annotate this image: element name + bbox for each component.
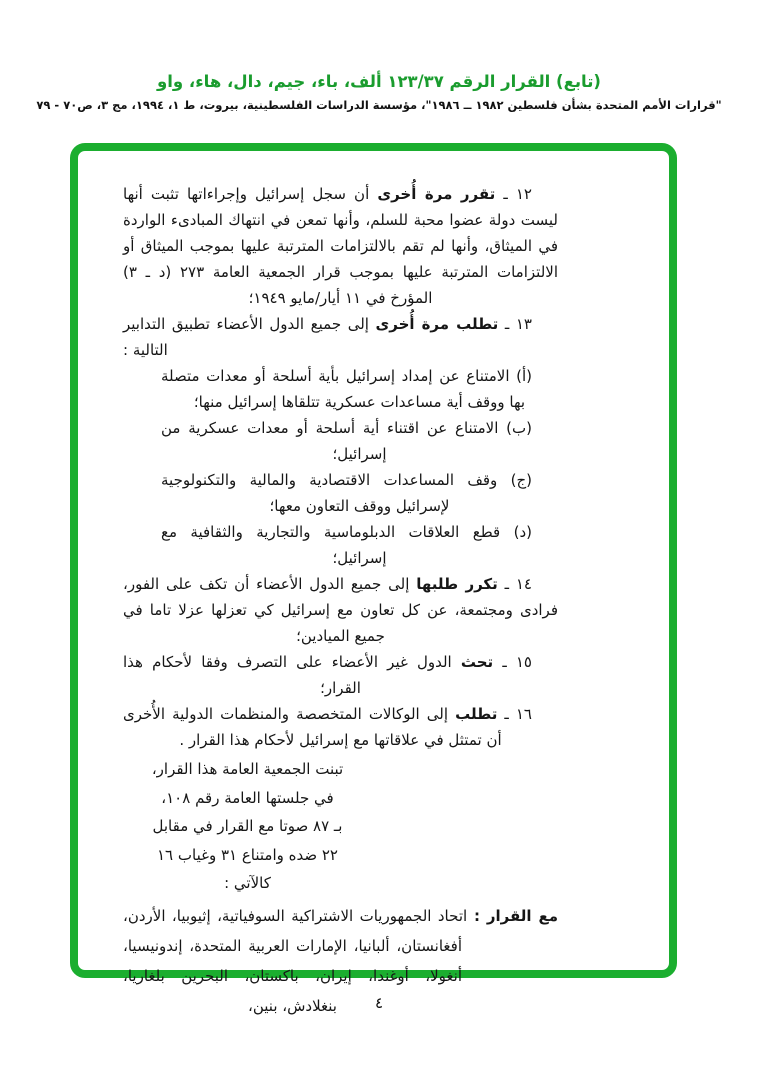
- vote-for-label: مع القرار :: [467, 906, 558, 925]
- document-body: [78, 151, 669, 1021]
- clause-14-number: ١٤ ـ: [497, 575, 532, 593]
- clause-13-number: ١٣ ـ: [498, 315, 532, 333]
- adoption-line: بـ ٨٧ صوتا مع القرار في مقابل: [152, 817, 343, 835]
- subclause-a: (أ) الامتناع عن إمداد إسرائيل بأية أسلحة أو معدات متصلة بها ووقف أية مساعدات عسكرية تتلقاها إسرائيل منها؛: [161, 367, 532, 411]
- adoption-line: ٢٢ ضده وامتناع ٣١ وغياب ١٦: [156, 845, 338, 864]
- clause-16-number: ١٦ ـ: [497, 705, 532, 723]
- clause-12-number: ١٢ ـ: [495, 185, 532, 203]
- source-citation: "قرارات الأمم المتحدة بشأن فلسطين ١٩٨٢ ــ ١٩٨٦"، مؤسسة الدراسات الفلسطينية، بيروت، ط ١، ١٩٩٤، مج ٣، ص٧٠ - ٧٩: [36, 98, 722, 112]
- clause-14-text: إلى جميع الدول الأعضاء أن تكف على الفور، فرادى ومجتمعة، عن كل تعاون مع إسرائيل كي تعزلها عزلا تاما في جميع الميادين؛: [123, 575, 558, 645]
- adoption-line: تبنت الجمعية العامة هذا القرار،: [151, 760, 344, 778]
- clause-16-text: إلى الوكالات المتخصصة والمنظمات الدولية الأُخرى أن تمتثل في علاقاتها مع إسرائيل لأحكام هذا القرار .: [123, 705, 502, 749]
- clause-15: [123, 649, 558, 701]
- clause-15-text: الدول غير الأعضاء على التصرف وفقا لأحكام هذا القرار؛: [123, 653, 461, 697]
- clause-15-keyword: تحث: [460, 653, 494, 671]
- clause-12-keyword: تقرر مرة أُخرى: [377, 185, 496, 203]
- clause-14: [123, 571, 558, 649]
- clause-12: [123, 181, 558, 311]
- clause-14-keyword: تكرر طلبها: [416, 575, 498, 593]
- page-header: [0, 72, 758, 112]
- vote-for-countries: اتحاد الجمهوريات الاشتراكية السوفياتية، إثيوبيا، الأردن، أفغانستان، ألبانيا، الإمارات العربية المتحدة، إندونيسيا، أنغولا، أوغندا، إيران، باكستان، البحرين بلغاريا، بنغلادش، بنين،: [123, 906, 468, 1015]
- page-number: ٤: [374, 994, 384, 1012]
- clause-16: [123, 701, 558, 753]
- subclause-c: (ج) وقف المساعدات الاقتصادية والمالية والتكنولوجية لإسرائيل ووقف التعاون معها؛: [161, 471, 532, 515]
- clause-12-text: أن سجل إسرائيل وإجراءاتها تثبت أنها ليست دولة عضوا محبة للسلم، وأنها تمعن في انتهاك المبادىء الواردة في الميثاق، وأنها لم تقم بالالتزامات المترتبة عليها بموجب الميثاق أو الالتزامات المترتبة عليها بموجب قرار الجمعية العامة ٢٧٣ (د ـ ٣) المؤرخ في ١١ أيار/مايو ١٩٤٩؛: [123, 185, 558, 307]
- clause-13: [123, 311, 558, 363]
- adoption-line: كالآتي :: [224, 874, 271, 892]
- clause-13-keyword: تطلب مرة أُخرى: [375, 315, 499, 333]
- subclause-b: (ب) الامتناع عن اقتناء أية أسلحة أو معدات عسكرية من إسرائيل؛: [161, 419, 532, 463]
- adoption-line: في جلستها العامة رقم ١٠٨،: [161, 788, 334, 807]
- clause-13-text: إلى جميع الدول الأعضاء تطبيق التدابير التالية :: [123, 315, 376, 359]
- clause-15-number: ١٥ ـ: [493, 653, 532, 671]
- adoption-note: [145, 755, 350, 898]
- clause-16-keyword: تطلب: [455, 705, 498, 723]
- subclause-d: (د) قطع العلاقات الدبلوماسية والتجارية والثقافية مع إسرائيل؛: [161, 523, 532, 567]
- resolution-title: (تابع) القرار الرقم ١٢٣/٣٧ ألف، باء، جيم، دال، هاء، واو: [157, 72, 601, 91]
